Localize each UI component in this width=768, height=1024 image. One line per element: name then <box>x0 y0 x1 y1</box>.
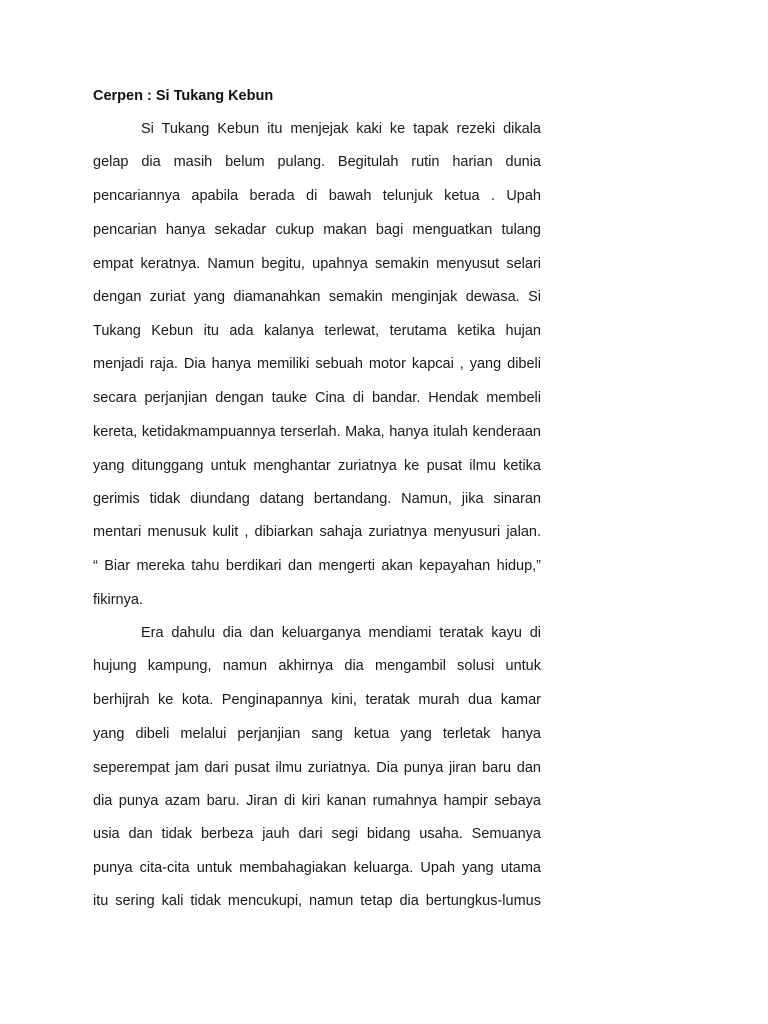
text-line: dia punya azam baru. Jiran di kiri kanan rumahnya hampir sebaya <box>93 793 541 809</box>
text-line: mentari menusuk kulit , dibiarkan sahaja zuriatnya menyusuri jalan. <box>93 524 541 540</box>
text-line: pencarian hanya sekadar cukup makan bagi menguatkan tulang <box>93 222 541 238</box>
text-line: “ Biar mereka tahu berdikari dan mengerti akan kepayahan hidup,” <box>93 558 541 574</box>
text-line: gerimis tidak diundang datang bertandang. Namun, jika sinaran <box>93 491 541 507</box>
text-line: seperempat jam dari pusat ilmu zuriatnya. Dia punya jiran baru dan <box>93 760 541 776</box>
text-line: itu sering kali tidak mencukupi, namun tetap dia bertungkus-lumus <box>93 893 541 909</box>
text-line: dengan zuriat yang diamanahkan semakin menginjak dewasa. Si <box>93 289 541 305</box>
text-line: Era dahulu dia dan keluarganya mendiami teratak kayu di <box>141 625 541 641</box>
text-line: Si Tukang Kebun itu menjejak kaki ke tapak rezeki dikala <box>141 121 541 137</box>
text-line: gelap dia masih belum pulang. Begitulah rutin harian dunia <box>93 154 541 170</box>
text-line: Tukang Kebun itu ada kalanya terlewat, terutama ketika hujan <box>93 323 541 339</box>
text-line: yang dibeli melalui perjanjian sang ketua yang terletak hanya <box>93 726 541 742</box>
text-line: secara perjanjian dengan tauke Cina di bandar. Hendak membeli <box>93 390 541 406</box>
text-line: kereta, ketidakmampuannya terserlah. Maka, hanya itulah kenderaan <box>93 424 541 440</box>
text-line: pencariannya apabila berada di bawah telunjuk ketua . Upah <box>93 188 541 204</box>
text-line: menjadi raja. Dia hanya memiliki sebuah motor kapcai , yang dibeli <box>93 356 541 372</box>
text-line: hujung kampung, namun akhirnya dia mengambil solusi untuk <box>93 658 541 674</box>
text-line: berhijrah ke kota. Penginapannya kini, teratak murah dua kamar <box>93 692 541 708</box>
story-title: Cerpen : Si Tukang Kebun <box>93 88 274 104</box>
text-line: usia dan tidak berbeza jauh dari segi bidang usaha. Semuanya <box>93 826 541 842</box>
text-line: empat keratnya. Namun begitu, upahnya semakin menyusut selari <box>93 256 541 272</box>
text-line: yang ditunggang untuk menghantar zuriatnya ke pusat ilmu ketika <box>93 458 541 474</box>
text-line: fikirnya. <box>93 592 143 608</box>
text-line: punya cita-cita untuk membahagiakan keluarga. Upah yang utama <box>93 860 541 876</box>
